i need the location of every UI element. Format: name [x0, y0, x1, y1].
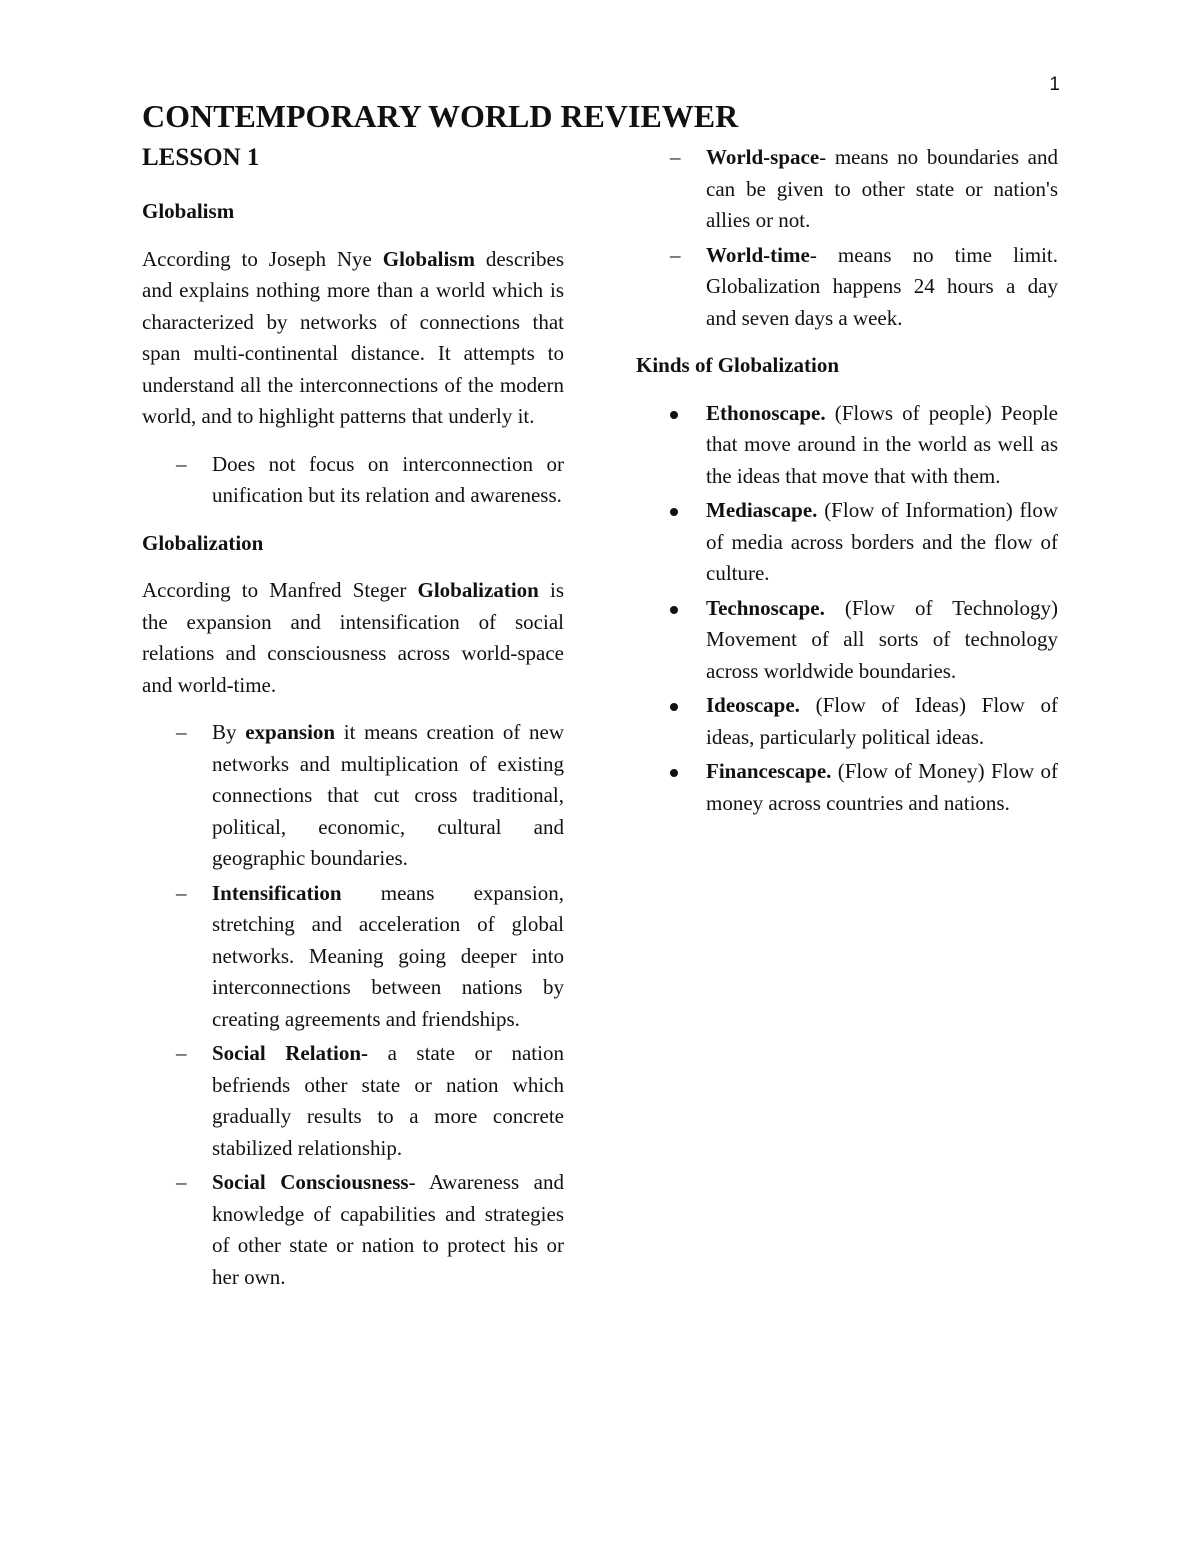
page-number: 1: [1049, 74, 1060, 95]
dash-marker: –: [176, 451, 187, 476]
list-item: [636, 398, 1058, 493]
globalization-para-post: is the expansion and intensification of social relations and consciousness across world-space and world-time.: [142, 578, 564, 697]
globalization-dash-list: [142, 717, 564, 1293]
globalization-heading: Globalization: [142, 530, 264, 555]
globalization-dash-list-continued: [636, 142, 1058, 334]
item-text: - Awareness and knowledge of capabilities and strategies of other state or nation to protect his or her own.: [212, 1170, 564, 1289]
list-item: [636, 495, 1058, 590]
dash-marker: –: [670, 145, 681, 169]
globalism-paragraph: [142, 244, 564, 433]
list-item: [142, 878, 564, 1036]
item-pre: By: [212, 720, 246, 744]
globalism-para-pre: According to Joseph Nye: [142, 246, 383, 271]
globalism-term: Globalism: [382, 246, 475, 271]
dash-marker: –: [176, 880, 187, 905]
globalization-para-pre: According to Manfred Steger: [142, 578, 418, 602]
item-text: (Flows of people) People that move around in the world as well as the ideas that move that with them.: [706, 400, 1058, 488]
list-item: [636, 756, 1058, 819]
kinds-bullet-list: [636, 398, 1058, 820]
bullet-icon: [670, 606, 678, 614]
item-term: Mediascape.: [706, 498, 818, 522]
globalism-heading: Globalism: [142, 199, 235, 223]
item-text: (Flow of Technology) Movement of all sorts of technology across worldwide boundaries.: [706, 595, 1058, 683]
item-text: (Flow of Money) Flow of money across countries and nations.: [706, 759, 1058, 815]
list-item: [636, 690, 1058, 753]
item-term: World-space: [706, 145, 820, 169]
bullet-icon: [670, 703, 678, 711]
list-item: [142, 449, 564, 512]
item-term: Financescape.: [706, 759, 832, 783]
list-item-text: Does not focus on interconnection or unification but its relation and awareness.: [212, 451, 564, 507]
bullet-icon: [670, 769, 678, 777]
dash-marker: –: [176, 1170, 187, 1194]
item-term: Intensification: [212, 880, 342, 905]
dash-marker: –: [176, 1041, 187, 1065]
item-text: (Flow of Information) flow of media across borders and the flow of culture.: [706, 498, 1058, 585]
list-item: [636, 240, 1058, 335]
globalism-dash-list: [142, 449, 564, 512]
item-term: World-time: [706, 242, 810, 267]
item-text: (Flow of Ideas) Flow of ideas, particularly political ideas.: [706, 693, 1058, 749]
lesson-heading: LESSON 1: [142, 144, 260, 171]
dash-marker: –: [176, 720, 187, 744]
document-title: CONTEMPORARY WORLD REVIEWER: [142, 98, 739, 134]
dash-marker: –: [670, 242, 681, 267]
item-term: Ideoscape.: [706, 693, 800, 717]
left-column: [142, 142, 564, 1293]
item-term: expansion: [245, 720, 336, 744]
item-term: Technoscape.: [706, 595, 825, 620]
item-text: means expansion, stretching and acceleration of global networks. Meaning going deeper into interconnections between nations by creating agreements and friendships.: [212, 880, 564, 1031]
bullet-icon: [670, 411, 678, 419]
item-text: - means no boundaries and can be given to other state or nation's allies or not.: [706, 145, 1058, 232]
item-term: Social Consciousness: [212, 1170, 409, 1194]
globalism-para-post: describes and explains nothing more than a world which is characterized by networks of connections that span multi-continental distance. It attempts to understand all the interconnections of the modern world, and to highlight patterns that underly it.: [142, 246, 564, 428]
item-text: a state or nation befriends other state or nation which gradually results to a more concrete stabilized relationship.: [212, 1041, 564, 1160]
list-item: [636, 593, 1058, 688]
list-item: [142, 1167, 564, 1293]
list-item: [142, 1038, 564, 1164]
globalization-paragraph: [142, 575, 564, 701]
item-term: Ethonoscape.: [706, 400, 826, 425]
list-item: [636, 142, 1058, 237]
item-term: Social Relation-: [212, 1041, 369, 1065]
item-text: - means no time limit. Globalization happens 24 hours a day and seven days a week.: [706, 242, 1058, 330]
bullet-icon: [670, 508, 678, 516]
list-item: [142, 717, 564, 875]
kinds-heading: Kinds of Globalization: [636, 353, 840, 377]
right-column: [636, 142, 1058, 819]
globalization-term: Globalization: [417, 578, 539, 602]
item-text: it means creation of new networks and multiplication of existing connections that cut cross traditional, political, economic, cultural and geographic boundaries.: [212, 720, 565, 870]
